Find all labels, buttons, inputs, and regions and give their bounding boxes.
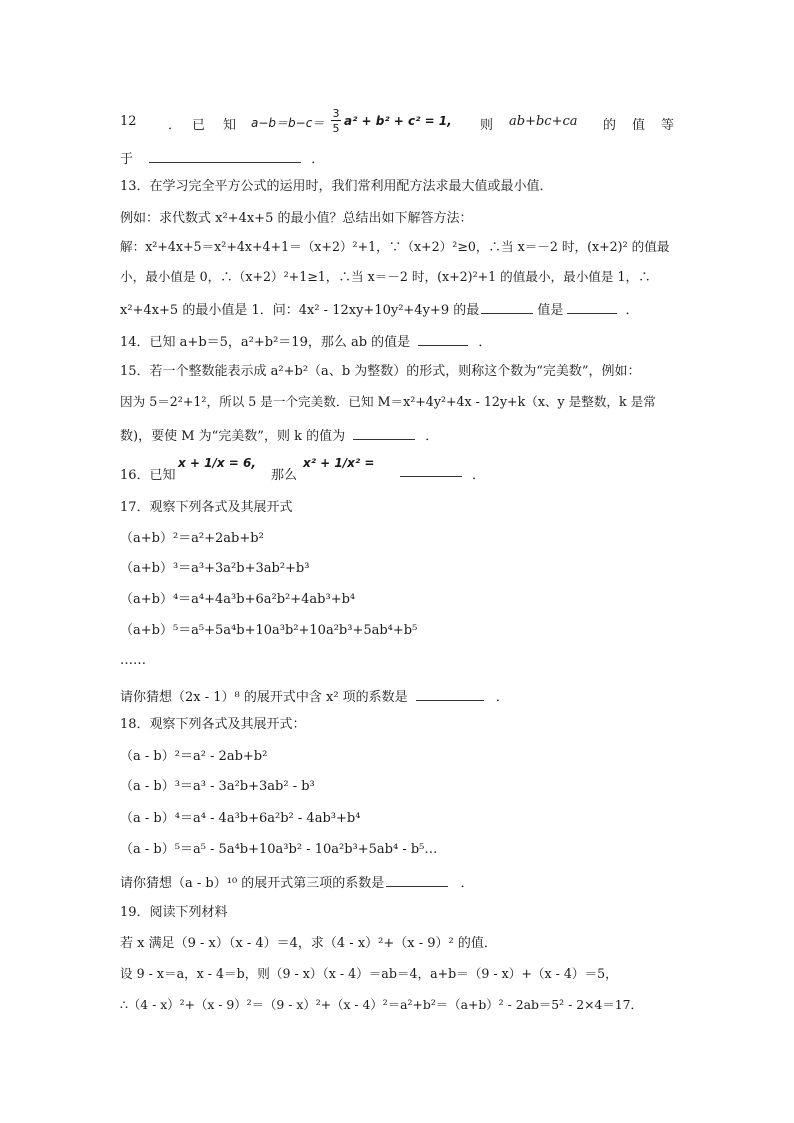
question-13-line-2: 例如：求代数式 x²+4x+5 的最小值？总结出如下解答方法： [120,211,473,226]
question-19-line-3: ∴（4 - x）²+（x - 9）²＝（9 - x）²+（x - 4）²＝a²+b²＝（a+b）² - 2ab＝5² - 2×4＝17． [120,997,643,1012]
text: 14．已知 a+b＝5，a²+b²＝19，那么 ab 的值是 [120,335,411,350]
expansion-line: （a - b）²＝a² - 2ab+b² [120,749,268,764]
punctuation: ． [625,303,639,318]
text: 值 [632,118,646,133]
text: 数)，要使 M 为“完美数”，则 k 的值为 [120,429,346,444]
answer-blank[interactable] [353,427,415,440]
answer-blank[interactable] [386,874,448,887]
punctuation: ． [311,152,325,167]
text: 那么 [271,468,298,483]
question-15-line-3 [120,427,680,443]
question-18-title: 18．观察下列各式及其展开式： [120,717,306,732]
math-expression: x² + 1/x² = [303,456,375,470]
fraction-numerator: 3 [332,107,340,120]
question-13-line-3: 解：x²+4x+5＝x²+4x+4+1＝（x+2）²+1，∵（x+2）²≥0，∴当 x＝－2 时，(x+2)² 的值最 [120,239,670,254]
expansion-line: （a+b）⁵＝a⁵+5a⁴b+10a³b²+10a²b³+5ab⁴+b⁵ [120,623,418,638]
text: 则 [480,118,494,133]
punctuation: ． [425,429,439,444]
question-12-line-1 [120,108,680,136]
expansion-line: （a - b）⁴＝a⁴ - 4a³b+6a²b² - 4ab³+b⁴ [120,811,361,826]
math-expression: a−b＝b−c＝ [251,116,325,130]
question-19-line-1: 若 x 满足（9 - x）（x - 4）＝4，求（4 - x）²+（x - 9）² 的值． [120,936,497,951]
question-19-title: 19．阅读下列材料 [120,905,228,920]
punctuation: ． [460,876,474,891]
text: 16．已知 [120,468,176,483]
answer-blank[interactable] [418,333,468,346]
text: 请你猜想（2x - 1）⁸ 的展开式中含 x² 项的系数是 [120,690,408,705]
question-14 [120,333,680,349]
answer-blank[interactable] [416,688,484,701]
expansion-line: （a+b）⁴＝a⁴+4a³b+6a²b²+4ab³+b⁴ [120,592,356,607]
text: 值是 [537,303,564,318]
text: 等 [661,118,675,133]
question-15-line-2: 因为 5＝2²+1²，所以 5 是一个完美数．已知 M＝x²+4y²+4x - 12y+k（x、y 是整数，k 是常 [120,394,656,409]
answer-blank[interactable] [481,301,533,314]
text: 请你猜想（a - b）¹⁰ 的展开式第三项的系数是 [120,876,385,891]
math-expression: x + 1/x = 6, [178,456,256,470]
punctuation: ． [478,335,492,350]
expansion-line: （a - b）⁵＝a⁵ - 5a⁴b+10a³b² - 10a²b³+5ab⁴ - b⁵… [120,842,438,857]
text: x²+4x+5 的最小值是 1．问：4x² - 12xy+10y²+4y+9 的最 [120,303,480,318]
text: 知 [223,118,237,133]
question-13-line-1: 13．在学习完全平方公式的运用时，我们常利用配方法求最大值或最小值． [120,179,553,194]
punctuation: ． [168,118,182,133]
question-19-line-2: 设 9 - x＝a，x - 4＝b，则（9 - x）（x - 4）＝ab＝4，a+b＝（9 - x）+（x - 4）＝5， [120,966,618,981]
question-12-line-2 [120,148,324,167]
punctuation: ． [495,690,509,705]
text: 于 [120,152,134,167]
math-expression: a² + b² + c² = 1, [344,114,452,128]
punctuation: ． [472,468,486,483]
expansion-line: （a+b）²＝a²+2ab+b² [120,531,264,546]
question-17-title: 17．观察下列各式及其展开式 [120,500,293,515]
question-15-line-1: 15．若一个整数能表示成 a²+b²（a、b 为整数）的形式，则称这个数为“完美数”，例如： [120,364,641,379]
text: 已 [192,118,206,133]
question-18-prompt [120,874,680,890]
math-expression: ab+bc+ca [509,114,578,129]
fraction-bar [331,120,341,121]
answer-blank[interactable] [149,150,301,163]
question-number: 12 [120,114,137,129]
text: 的 [603,118,617,133]
question-16 [120,455,680,487]
answer-blank[interactable] [567,301,617,314]
question-17-prompt [120,688,680,704]
expansion-line: （a - b）³＝a³ - 3a²b+3ab² - b³ [120,779,315,794]
question-13-line-4: 小，最小值是 0，∴（x+2）²+1≥1，∴当 x＝－2 时，(x+2)²+1 的值最小，最小值是 1，∴ [120,269,651,284]
answer-blank[interactable] [400,464,462,477]
fraction-denominator: 5 [332,122,340,135]
expansion-line: （a+b）³＝a³+3a²b+3ab²+b³ [120,561,310,576]
ellipsis: …… [120,653,146,668]
question-13-line-5 [120,301,680,317]
